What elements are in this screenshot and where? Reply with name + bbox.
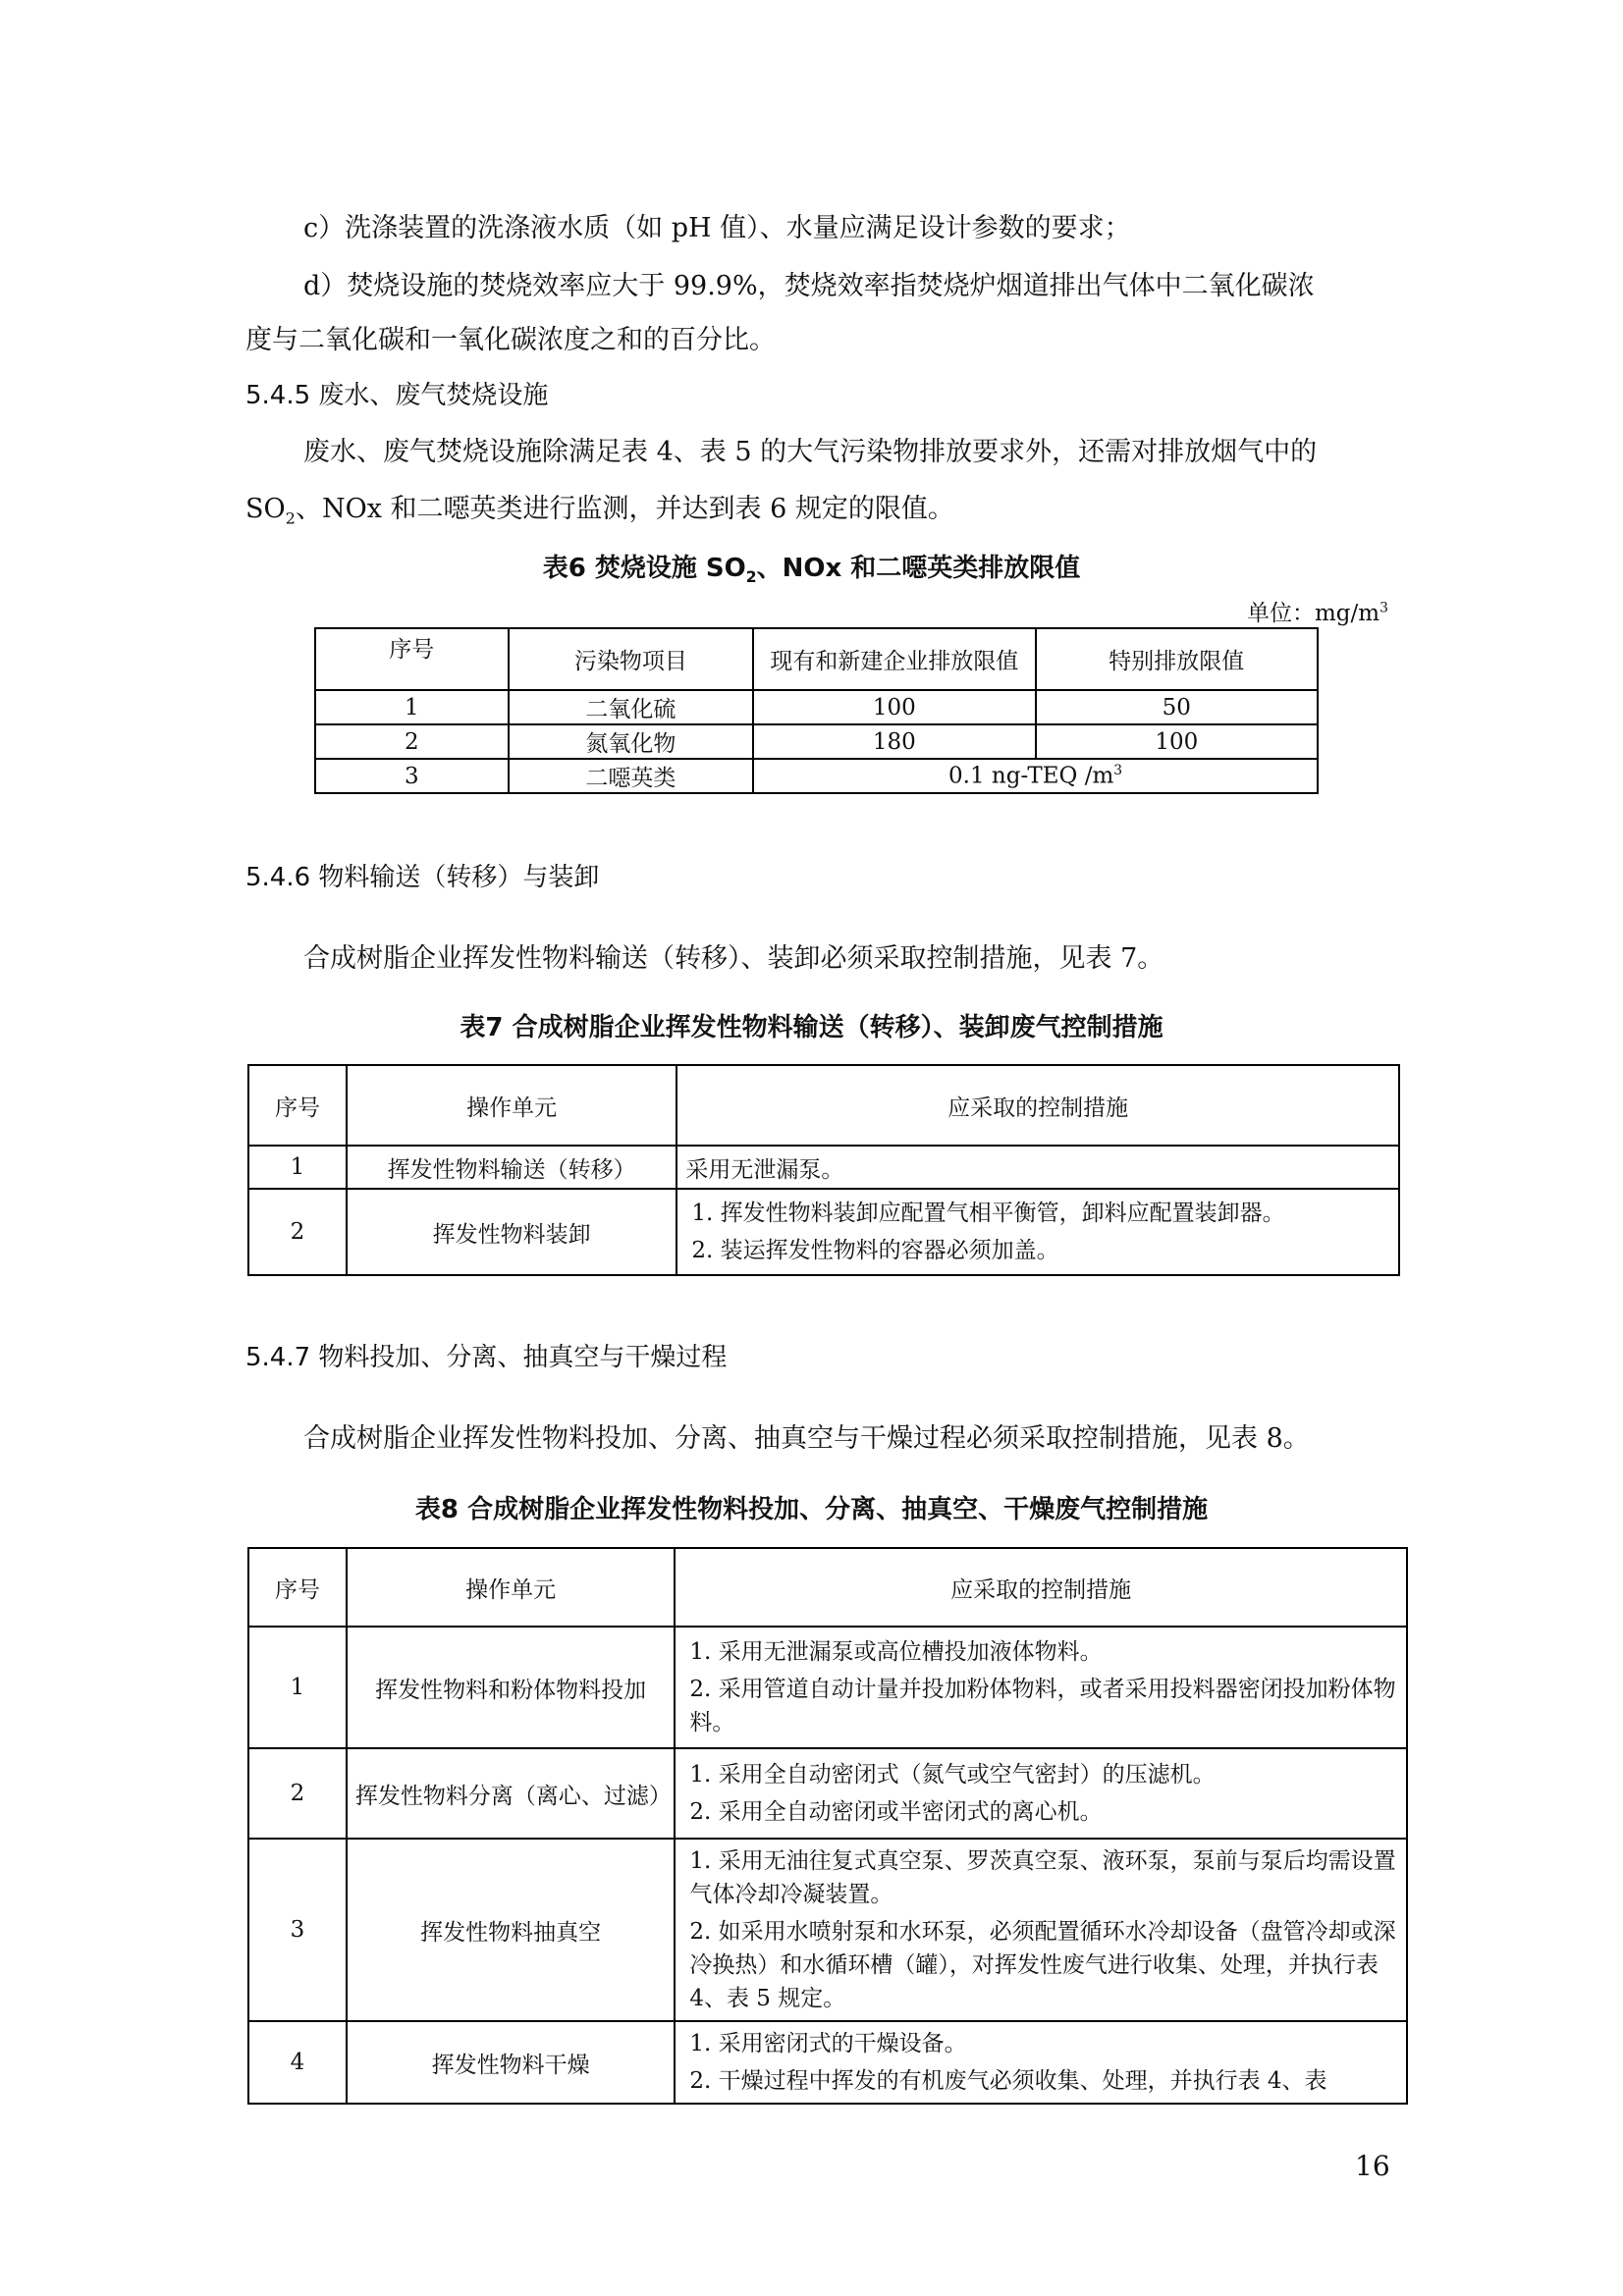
table6-caption: 表6 焚烧设施 $SO_2$、NOx 和二噁英类排放限值: [542, 554, 1081, 587]
table8: [247, 1547, 1408, 2105]
table6-cell: 50: [1036, 690, 1318, 724]
paragraph-c: c）洗涤装置的洗涤液水质（如 pH 值）、水量应满足设计参数的要求；: [303, 213, 1131, 243]
table8-cell-no: 3: [248, 1839, 347, 2021]
section-5-4-7-title: 5.4.7 物料投加、分离、抽真空与干燥过程: [245, 1343, 728, 1372]
table6-cell: 氮氧化物: [509, 724, 753, 759]
section-5-4-5-line1: 废水、废气焚烧设施除满足表 4、表 5 的大气污染物排放要求外，还需对排放烟气中的: [303, 437, 1318, 467]
table6-header-row: [315, 628, 1318, 690]
table6-header-item: 污染物项目: [509, 628, 753, 690]
table6-header-special: 特别排放限值: [1036, 628, 1318, 690]
table7-caption: 表7 合成树脂企业挥发性物料输送（转移）、装卸废气控制措施: [460, 1013, 1163, 1042]
table7-cell-no: 1: [248, 1146, 347, 1189]
table-row: [315, 724, 1318, 759]
section-5-4-7-text: 合成树脂企业挥发性物料投加、分离、抽真空与干燥过程必须采取控制措施，见表 8。: [303, 1423, 1310, 1454]
table8-header-no: 序号: [248, 1548, 347, 1627]
table-row: [315, 690, 1318, 724]
table8-caption: 表8 合成树脂企业挥发性物料投加、分离、抽真空、干燥废气控制措施: [414, 1495, 1209, 1524]
table6-cell: 二噁英类: [509, 759, 753, 793]
table8-header-measures: 应采取的控制措施: [675, 1548, 1407, 1627]
table7-cell-measures: [676, 1189, 1399, 1275]
table8-header-unit: 操作单元: [347, 1548, 675, 1627]
page-number: 16: [1355, 2150, 1390, 2182]
measure-item: 2. 如采用水喷射泵和水环泵，必须配置循环水冷却设备（盘管冷却或深冷换热）和水循环槽（罐），对挥发性废气进行收集、处理，并执行表 4、表 5 规定。: [689, 1919, 1396, 2011]
table6: [314, 627, 1319, 794]
table-row: [248, 1839, 1407, 2021]
section-5-4-6-title: 5.4.6 物料输送（转移）与装卸: [245, 863, 600, 892]
measure-item: 1. 采用无油往复式真空泵、罗茨真空泵、液环泵，泵前与泵后均需设置气体冷却冷凝装置。: [689, 1848, 1396, 1907]
table7-cell-measure: 采用无泄漏泵。: [676, 1146, 1399, 1189]
table6-cell: 100: [1036, 724, 1318, 759]
table7-header-row: [248, 1065, 1399, 1146]
section-5-4-5-line2: $SO_2$、NOx 和二噁英类进行监测，并达到表 6 规定的限值。: [245, 494, 954, 528]
table6-header-existing: 现有和新建企业排放限值: [753, 628, 1035, 690]
table-row: [248, 1627, 1407, 1748]
table8-header-row: [248, 1548, 1407, 1627]
table8-cell-unit: 挥发性物料分离（离心、过滤）: [347, 1748, 675, 1839]
table-row: [315, 759, 1318, 793]
table8-cell-measures: [675, 2021, 1407, 2104]
table8-cell-no: 2: [248, 1748, 347, 1839]
table-row: [248, 2021, 1407, 2104]
table8-cell-no: 1: [248, 1627, 347, 1748]
table8-cell-unit: 挥发性物料抽真空: [347, 1839, 675, 2021]
table6-merged-value: 0.1 ng-TEQ $/m^3$: [753, 759, 1318, 793]
table7: [247, 1064, 1400, 1276]
measure-item: 1. 挥发性物料装卸应配置气相平衡管，卸料应配置装卸器。: [691, 1201, 1285, 1226]
table8-cell-measures: [675, 1748, 1407, 1839]
table7-cell-unit: 挥发性物料装卸: [347, 1189, 676, 1275]
table7-header-no: 序号: [248, 1065, 347, 1146]
table6-cell: 100: [753, 690, 1035, 724]
table7-cell-no: 2: [248, 1189, 347, 1275]
measure-item: 2. 采用管道自动计量并投加粉体物料，或者采用投料器密闭投加粉体物料。: [689, 1677, 1396, 1735]
table7-header-unit: 操作单元: [347, 1065, 676, 1146]
table6-unit: 单位：$mg/m^3$: [1247, 600, 1388, 626]
table6-cell: 180: [753, 724, 1035, 759]
measure-item: 2. 装运挥发性物料的容器必须加盖。: [691, 1238, 1059, 1263]
table6-cell: 1: [315, 690, 509, 724]
paragraph-d-line1: d）焚烧设施的焚烧效率应大于 99.9%，焚烧效率指焚烧炉烟道排出气体中二氧化碳浓: [303, 271, 1315, 301]
table6-cell: 二氧化硫: [509, 690, 753, 724]
table6-header-no: 序号: [315, 628, 509, 690]
measure-item: 2. 采用全自动密闭或半密闭式的离心机。: [689, 1799, 1103, 1825]
table8-cell-unit: 挥发性物料干燥: [347, 2021, 675, 2104]
measure-item: 1. 采用无泄漏泵或高位槽投加液体物料。: [689, 1639, 1103, 1665]
table7-cell-unit: 挥发性物料输送（转移）: [347, 1146, 676, 1189]
measure-item: 1. 采用全自动密闭式（氮气或空气密封）的压滤机。: [689, 1762, 1216, 1788]
table8-cell-no: 4: [248, 2021, 347, 2104]
section-5-4-5-title: 5.4.5 废水、废气焚烧设施: [245, 381, 549, 410]
table7-header-measures: 应采取的控制措施: [676, 1065, 1399, 1146]
table8-cell-unit: 挥发性物料和粉体物料投加: [347, 1627, 675, 1748]
table8-cell-measures: [675, 1839, 1407, 2021]
table6-cell: 2: [315, 724, 509, 759]
measure-item: 1. 采用密闭式的干燥设备。: [689, 2031, 967, 2056]
table6-cell: 3: [315, 759, 509, 793]
table-row: [248, 1748, 1407, 1839]
table-row: [248, 1189, 1399, 1275]
table-row: [248, 1146, 1399, 1189]
table8-cell-measures: [675, 1627, 1407, 1748]
paragraph-d-line2: 度与二氧化碳和一氧化碳浓度之和的百分比。: [245, 325, 776, 355]
measure-item: 2. 干燥过程中挥发的有机废气必须收集、处理，并执行表 4、表: [689, 2068, 1327, 2094]
section-5-4-6-text: 合成树脂企业挥发性物料输送（转移）、装卸必须采取控制措施，见表 7。: [303, 943, 1164, 974]
